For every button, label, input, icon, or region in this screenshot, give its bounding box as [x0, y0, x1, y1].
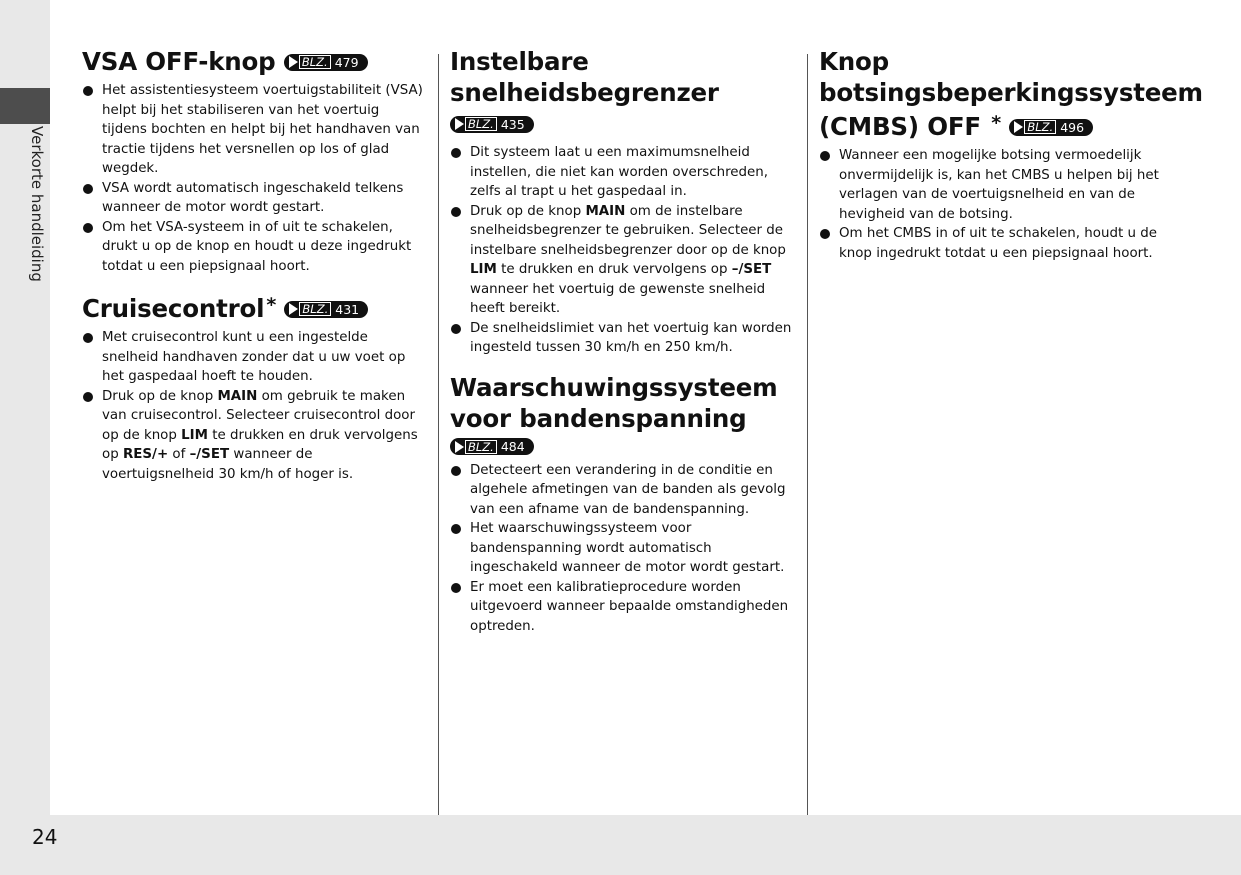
section-cmbs: [819, 46, 1203, 263]
section-title: [82, 46, 427, 77]
page-reference-link[interactable]: [1009, 119, 1093, 136]
ref-prefix: BLZ.: [465, 440, 497, 454]
bullet-list: [450, 461, 798, 637]
list-item: De snelheidslimiet van het voertuig kan worden ingesteld tussen 30 km/h en 250 km/h.: [450, 319, 798, 358]
section-title: [450, 46, 798, 139]
page-reference-row: [450, 438, 798, 457]
bullet-list: [450, 143, 798, 358]
footer-bar: [0, 815, 1241, 875]
page-number: 24: [32, 825, 58, 849]
bullet-list: [82, 328, 427, 484]
page-reference-link[interactable]: [450, 116, 534, 133]
title-text: Waarschuwingssysteem: [450, 372, 778, 402]
ref-prefix: BLZ.: [465, 117, 497, 131]
ref-page: 496: [1060, 119, 1085, 135]
ref-prefix: BLZ.: [299, 302, 331, 316]
list-item: Dit systeem laat u een maximumsnelheid instellen, die niet kan worden overschreden, zelfs al trapt u het gaspedaal in.: [450, 143, 798, 202]
list-item: Met cruisecontrol kunt u een ingestelde snelheid handhaven zonder dat u uw voet op het gaspedaal hoeft te houden.: [82, 328, 427, 387]
section-vsa: [82, 46, 427, 276]
ref-prefix: BLZ.: [1024, 120, 1056, 134]
footnote-star: *: [266, 294, 277, 316]
list-item: Druk op de knop MAIN om de instelbare snelheidsbegrenzer te gebruiken. Selecteer de instelbare snelheidsbegrenzer door op de knop LIM te drukken en druk vervolgens op –/SET wanneer het voertuig de gewenste snelheid heeft bereikt.: [450, 202, 798, 319]
button-name: LIM: [470, 262, 497, 277]
list-item: Om het CMBS in of uit te schakelen, houdt u de knop ingedrukt totdat u een piepsignaal hoort.: [819, 224, 1169, 263]
bullet-list: [82, 81, 427, 276]
page-reference-link[interactable]: [284, 54, 368, 71]
bullet-list: [819, 146, 1169, 263]
button-name: LIM: [181, 427, 208, 443]
column-right: [819, 46, 1203, 263]
ref-prefix: BLZ.: [299, 55, 331, 69]
list-item: Het assistentiesysteem voertuigstabiliteit (VSA) helpt bij het stabiliseren van het voertuig tijdens bochten en helpt bij het handhaven van tractie tijdens het versnellen op los of glad wegdek.: [82, 81, 427, 179]
arrow-right-icon: [289, 56, 298, 68]
title-text: (CMBS) OFF: [819, 112, 981, 141]
list-item: VSA wordt automatisch ingeschakeld telkens wanneer de motor wordt gestart.: [82, 179, 427, 218]
arrow-right-icon: [455, 441, 464, 453]
section-speed-limiter: [450, 46, 798, 358]
title-text: VSA OFF-knop: [82, 47, 276, 76]
list-item: Detecteert een verandering in de conditie en algehele afmetingen van de banden als gevolg van een afname van de bandenspanning.: [450, 461, 798, 520]
footnote-star: *: [991, 112, 1001, 134]
title-text: botsingsbeperkingssysteem: [819, 78, 1203, 107]
list-item: Er moet een kalibratieprocedure worden uitgevoerd wanneer bepaalde omstandigheden optreden.: [450, 578, 798, 637]
list-item: Het waarschuwingssysteem voor bandenspanning wordt automatisch ingeschakeld wanneer de motor wordt gestart.: [450, 519, 798, 578]
title-text: voor bandenspanning: [450, 403, 747, 433]
title-text: snelheidsbegrenzer: [450, 78, 719, 107]
button-name: –/SET: [731, 262, 772, 277]
arrow-right-icon: [455, 118, 464, 130]
section-label: Verkorte handleiding: [28, 126, 46, 282]
ref-page: 435: [500, 116, 525, 132]
column-divider: [438, 54, 439, 815]
title-text: Knop: [819, 47, 889, 76]
button-name: MAIN: [217, 388, 258, 404]
column-middle: [450, 46, 798, 636]
button-name: MAIN: [585, 203, 626, 219]
button-name: RES/+: [122, 447, 169, 462]
ref-page: 431: [335, 301, 360, 317]
list-item: Druk op de knop MAIN om gebruik te maken van cruisecontrol. Selecteer cruisecontrol door op de knop LIM te drukken en druk vervolgens op RES/+ of –/SET wanneer de voertuigsnelheid 30 km/h of hoger is.: [82, 387, 427, 485]
page-reference-link[interactable]: [284, 301, 368, 318]
title-text: Cruisecontrol: [82, 294, 265, 323]
list-item: Om het VSA-systeem in of uit te schakelen, drukt u op de knop en houdt u deze ingedrukt totdat u een piepsignaal hoort.: [82, 218, 427, 277]
column-left: [82, 46, 427, 484]
column-divider: [807, 54, 808, 815]
ref-page: 484: [500, 439, 525, 454]
button-name: –/SET: [189, 447, 230, 462]
section-tyre-pressure: [450, 372, 798, 637]
section-title: [819, 46, 1203, 142]
section-title: [450, 372, 798, 434]
list-item: Wanneer een mogelijke botsing vermoedelijk onvermijdelijk is, kan het CMBS u helpen bij het verlagen van de voertuigsnelheid en van de hevigheid van de botsing.: [819, 146, 1169, 224]
ref-page: 479: [334, 54, 359, 70]
title-text: Instelbare: [450, 47, 589, 76]
section-title: [82, 290, 427, 324]
section-cruise-control: [82, 290, 427, 484]
section-tab[interactable]: [0, 88, 50, 124]
arrow-right-icon: [1014, 121, 1023, 133]
arrow-right-icon: [289, 303, 298, 315]
page-reference-link[interactable]: [450, 438, 534, 455]
